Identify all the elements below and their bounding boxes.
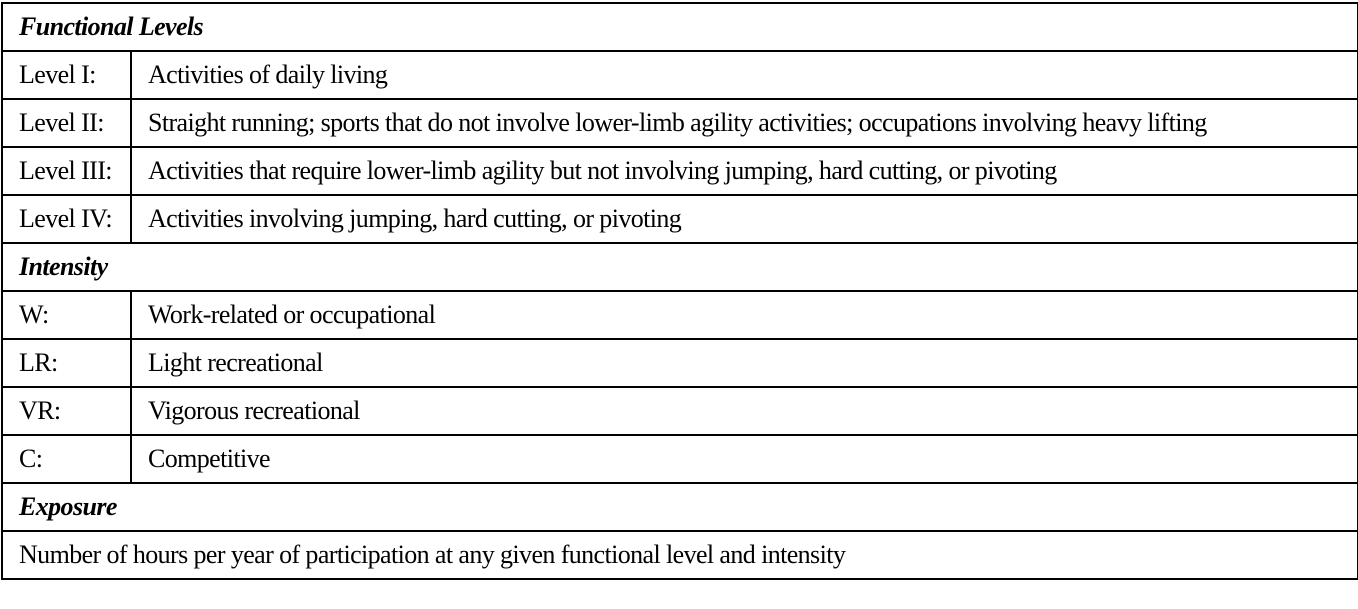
row-label: Level II: (2, 99, 131, 147)
row-description: Straight running; sports that do not involve lower-limb agility activities; occupations involving heavy lifting (131, 99, 1358, 147)
table-row (2, 195, 1358, 243)
activity-classification-table (1, 2, 1358, 580)
table-row (2, 51, 1358, 99)
table-row (2, 435, 1358, 483)
section-heading-functional-levels: Functional Levels (2, 3, 1358, 51)
table-row (2, 147, 1358, 195)
section-header-row (2, 483, 1358, 531)
row-description: Vigorous recreational (131, 387, 1358, 435)
row-label: Level I: (2, 51, 131, 99)
table-row (2, 387, 1358, 435)
table-row (2, 291, 1358, 339)
row-description: Activities of daily living (131, 51, 1358, 99)
row-label: C: (2, 435, 131, 483)
section-heading-intensity: Intensity (2, 243, 1358, 291)
section-header-row (2, 3, 1358, 51)
row-label: VR: (2, 387, 131, 435)
row-description: Activities involving jumping, hard cutting, or pivoting (131, 195, 1358, 243)
row-label: Level IV: (2, 195, 131, 243)
exposure-description: Number of hours per year of participation at any given functional level and intensity (2, 531, 1358, 579)
table-row (2, 531, 1358, 579)
row-description: Competitive (131, 435, 1358, 483)
table-row (2, 339, 1358, 387)
row-label: LR: (2, 339, 131, 387)
table-row (2, 99, 1358, 147)
row-label: Level III: (2, 147, 131, 195)
row-description: Light recreational (131, 339, 1358, 387)
section-heading-exposure: Exposure (2, 483, 1358, 531)
row-description: Activities that require lower-limb agility but not involving jumping, hard cutting, or pivoting (131, 147, 1358, 195)
row-label: W: (2, 291, 131, 339)
section-header-row (2, 243, 1358, 291)
row-description: Work-related or occupational (131, 291, 1358, 339)
